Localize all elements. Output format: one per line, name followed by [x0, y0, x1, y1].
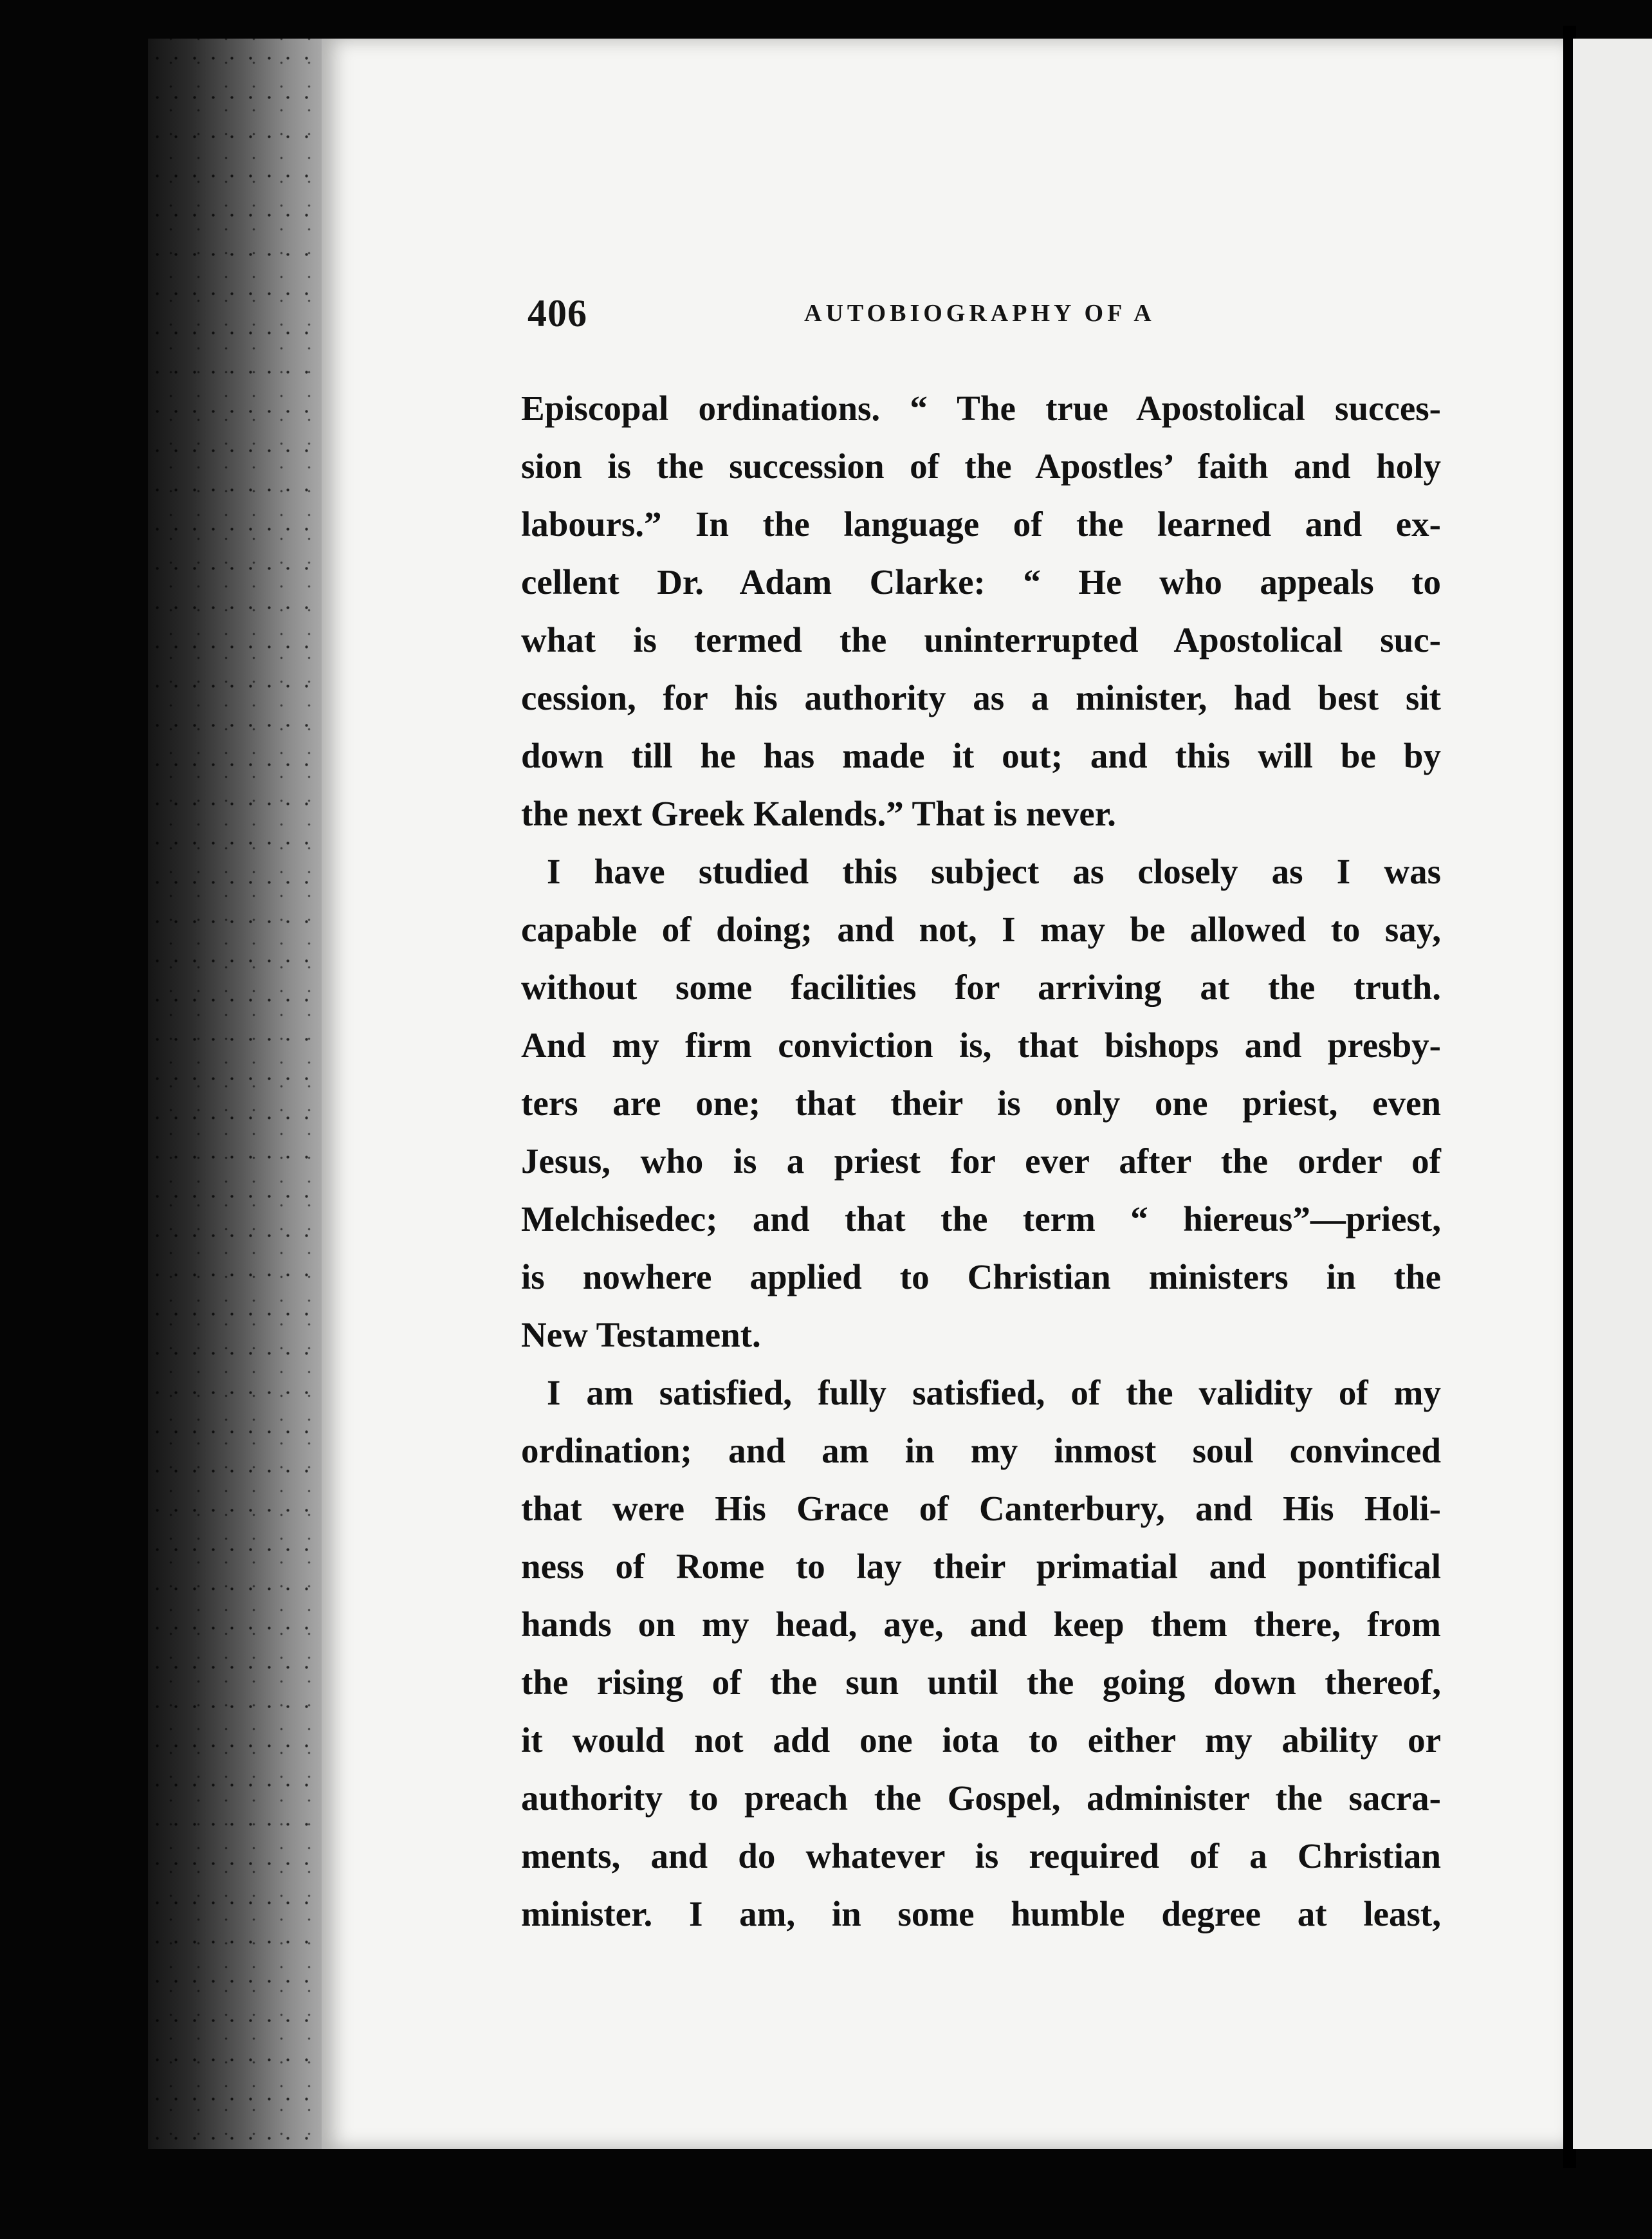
text-line: minister. I am, in some humble degree at least, — [521, 1894, 1441, 1933]
text-line: it would not add one iota to either my ability or — [521, 1720, 1441, 1760]
text-line: ters are one; that their is only one priest, even — [521, 1083, 1441, 1123]
text-line: And my firm conviction is, that bishops and presby- — [521, 1026, 1441, 1065]
text-line: Episcopal ordinations. “ The true Apostolical succes- — [521, 389, 1441, 428]
text-line: sion is the succession of the Apostles’ faith and holy — [521, 447, 1441, 486]
text-line: cession, for his authority as a minister, had best sit — [521, 678, 1441, 717]
text-line: cellent Dr. Adam Clarke: “ He who appeals to — [521, 562, 1441, 602]
text-line: authority to preach the Gospel, administer the sacra- — [521, 1778, 1441, 1818]
text-line: what is termed the uninterrupted Apostolical suc- — [521, 620, 1441, 659]
text-line: is nowhere applied to Christian ministers in the — [521, 1257, 1441, 1296]
page-number: 406 — [528, 292, 587, 335]
text-line: down till he has made it out; and this will be by — [521, 736, 1441, 775]
facing-page-edge — [1573, 39, 1652, 2149]
running-title: AUTOBIOGRAPHY OF A — [804, 300, 1155, 327]
text-line: New Testament. — [521, 1315, 761, 1354]
text-line: the rising of the sun until the going down thereof, — [521, 1663, 1441, 1702]
text-line: hands on my head, aye, and keep them there, from — [521, 1605, 1441, 1644]
text-line: ordination; and am in my inmost soul convinced — [521, 1431, 1441, 1470]
text-line: I am satisfied, fully satisfied, of the validity of my — [547, 1373, 1441, 1412]
body-text — [521, 380, 1441, 1943]
text-line: capable of doing; and not, I may be allowed to say, — [521, 910, 1441, 949]
running-head — [528, 291, 1209, 336]
text-line: that were His Grace of Canterbury, and His Holi- — [521, 1489, 1441, 1528]
text-line: labours.” In the language of the learned and ex- — [521, 504, 1441, 544]
text-line: Jesus, who is a priest for ever after the order of — [521, 1141, 1441, 1181]
text-line: ments, and do whatever is required of a Christian — [521, 1836, 1441, 1875]
text-line: Melchisedec; and that the term “ hiereus”—priest, — [521, 1199, 1441, 1239]
text-line: I have studied this subject as closely as I was — [547, 852, 1441, 891]
text-line: the next Greek Kalends.” That is never. — [521, 794, 1116, 833]
text-line: ness of Rome to lay their primatial and pontifical — [521, 1547, 1441, 1586]
page-edges-stack — [148, 39, 322, 2149]
text-line: without some facilities for arriving at the truth. — [521, 968, 1441, 1007]
